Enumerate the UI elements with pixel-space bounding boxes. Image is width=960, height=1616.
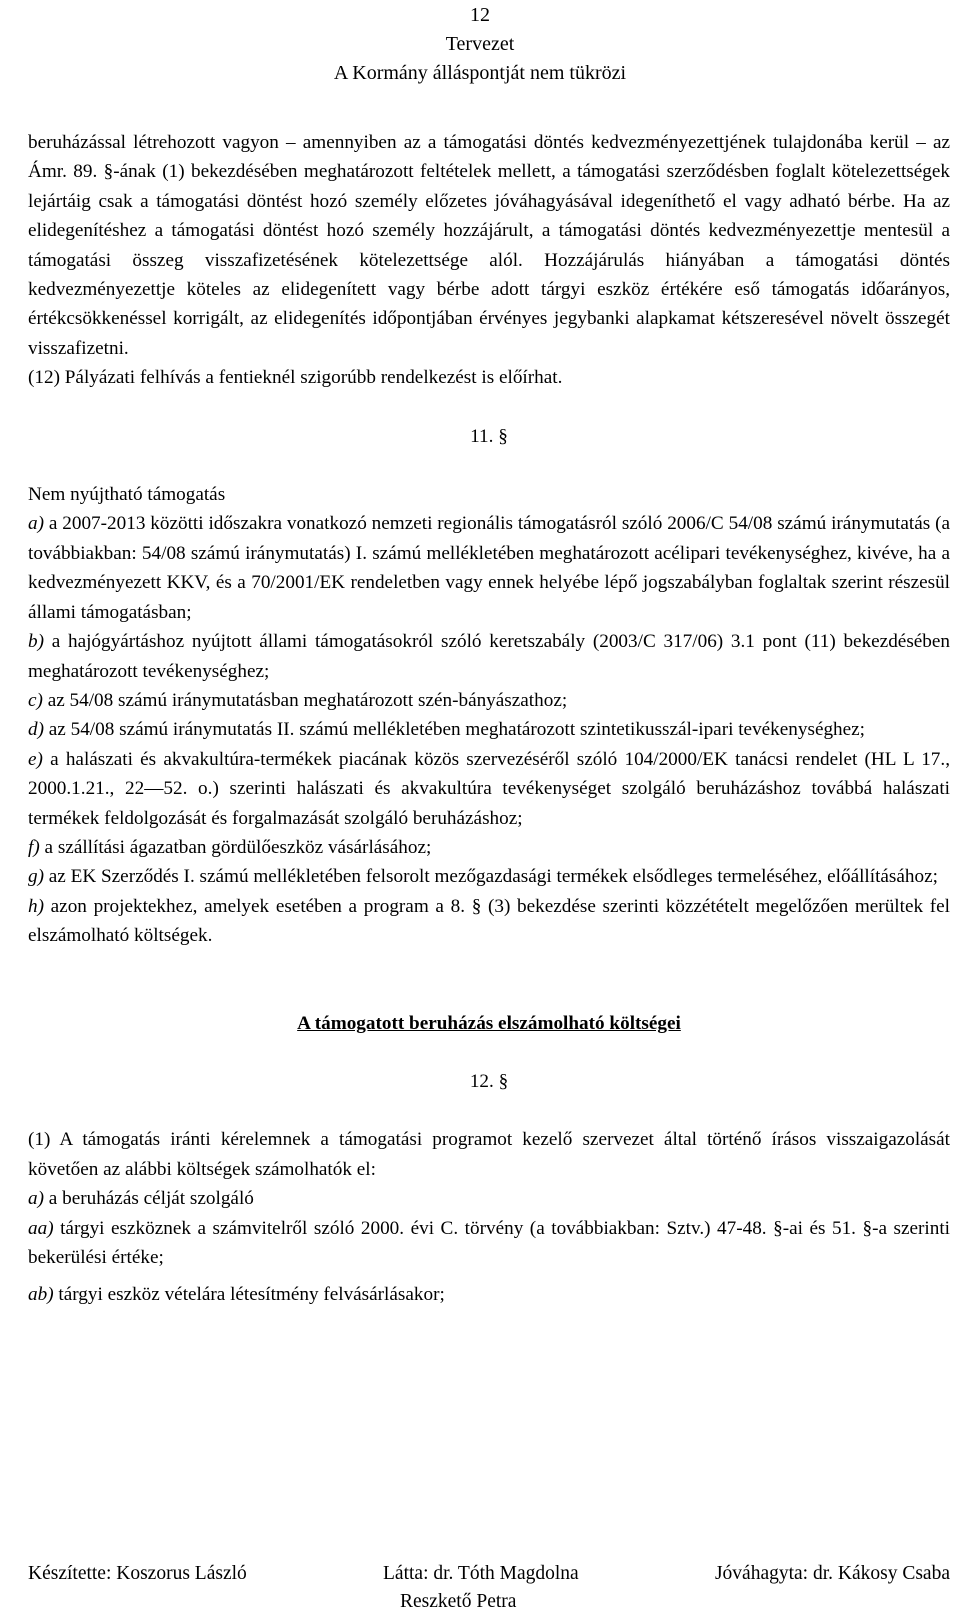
section-11-subtitle: Nem nyújtható támogatás [28,484,226,506]
list-item-text: az 54/08 számú iránymutatás II. számú mellékletében meghatározott szintetikusszál-ipari tevékenységhez; [43,719,866,741]
list-item-text: azon projektekhez, amelyek esetében a program a 8. § (3) bekezdése szerinti közzétételt megelőzően merültek fel elszámolható költségek. [28,895,950,947]
list-item-text: a halászati és akvakultúra-termékek piacának közös szervezéséről szóló 104/2000/EK tanácsi rendelet (HL L 17., 2000.1.21., 22—52. o.) szerinti halászati és akvakultúra tevékenységet szolgáló beruházáshoz továbbá halászati termékek feldolgozását és forgalmazását szolgáló beruházáshoz; [28,748,950,829]
page-number: 12 [470,4,490,26]
disclaimer-label: A Kormány álláspontját nem tükrözi [333,62,627,84]
list-item-text: tárgyi eszköznek a számvitelről szóló 2000. évi C. törvény (a továbbiakban: Sztv.) 47-48. §-ai és 51. §-a szerinti bekerülési értéke; [28,1217,950,1268]
section-12-list [28,1184,950,1310]
list-item [28,892,950,951]
list-item-label: e) [28,748,43,770]
list-item [28,1214,950,1273]
list-item-label: c) [28,689,43,711]
list-item-text: a 2007-2013 közötti időszakra vonatkozó nemzeti regionális támogatásról szóló 2006/C 54/08 számú iránymutatás (a továbbiakban: 54/08 számú iránymutatás) I. számú mellékletében meghatározott acélipari tevékenységhez, kivéve, ha a kedvezményezett KKV, és a 70/2001/EK rendeletben vagy ennek helyébe lépő jogszabályban foglaltak szerint részesül állami támogatásban; [28,513,950,623]
list-item-label: a) [28,1188,44,1210]
list-item [28,833,950,862]
list-item-label: ab) [28,1284,54,1306]
list-item-text: az EK Szerződés I. számú mellékletében felsorolt mezőgazdasági termékek elsődleges termeléséhez, előállításához; [43,866,938,888]
list-item [28,862,950,891]
list-item-label: g) [28,866,44,888]
list-item-label: h) [28,895,44,917]
draft-label: Tervezet [445,33,515,55]
list-item [28,745,950,833]
section-11-list [28,509,950,950]
page-header [0,0,960,87]
list-item-label: f) [28,836,40,858]
document-body [28,128,950,1310]
list-item-label: b) [28,631,44,653]
prepared-by: Készítette: Koszorus László [28,1563,247,1584]
page-footer [28,1560,950,1616]
paragraph-12: (12) Pályázati felhívás a fentieknél szigorúbb rendelkezést is előírhat. [28,367,563,389]
list-item [28,627,950,686]
list-item [28,1184,950,1213]
list-item-text: tárgyi eszköz vételára létesítmény felvásárlásakor; [53,1284,445,1306]
list-item [28,686,950,715]
list-item-label: d) [28,719,44,741]
section-11-heading: 11. § [470,425,508,447]
list-item [28,509,950,627]
section-12-paragraph-1: (1) A támogatás iránti kérelemnek a támogatási programot kezelő szervezet által történő írásos visszaigazolását követően az alábbi költségek számolhatók el: [28,1129,950,1180]
list-item-label: a) [28,513,44,535]
list-item-text: a beruházás célját szolgáló [43,1188,254,1210]
list-item [28,1280,950,1309]
section-12-title: A támogatott beruházás elszámolható költségei [297,1012,681,1034]
paragraph-asset-disposal: beruházással létrehozott vagyon – amennyiben az a támogatási döntés kedvezményezettjének tulajdonába kerül – az Ámr. 89. §-ának (1) bekezdésében meghatározott feltételek mellett, a támogatási szerződésben foglalt kötelezettségek lejártáig csak a támogatási döntést hozó személy előzetes jóváhagyásával idegeníthető el vagy adható bérbe. Ha az elidegenítéshez a támogatási döntést hozó személy hozzájárult, a támogatási döntés kedvezményezettje mentesül a támogatási összeg visszafizetésének kötelezettsége alól. Hozzájárulás hiányában a támogatási döntés kedvezményezettje köteles az elidegenített vagy bérbe adott tárgyi eszköz értékére eső támogatás időarányos, értékcsökkenéssel korrigált, az elidegenítés időpontjában érvényes jegybanki alapkamat kétszeresével növelt összegét visszafizetni. [28,132,950,359]
seen-by-second: Reszkető Petra [400,1591,517,1612]
list-item-text: a szállítási ágazatban gördülőeszköz vásárlásához; [39,836,432,858]
list-item-text: az 54/08 számú iránymutatásban meghatározott szén-bányászathoz; [42,689,568,711]
list-item [28,715,950,744]
list-item-label: aa) [28,1217,54,1239]
section-12-heading: 12. § [469,1070,509,1092]
approved-by: Jóváhagyta: dr. Kákosy Csaba [714,1563,950,1584]
seen-by: Látta: dr. Tóth Magdolna [383,1563,579,1584]
list-item-text: a hajógyártáshoz nyújtott állami támogatásokról szóló keretszabály (2003/C 317/06) 3.1 pont (11) bekezdésében meghatározott tevékenységhez; [28,631,950,682]
